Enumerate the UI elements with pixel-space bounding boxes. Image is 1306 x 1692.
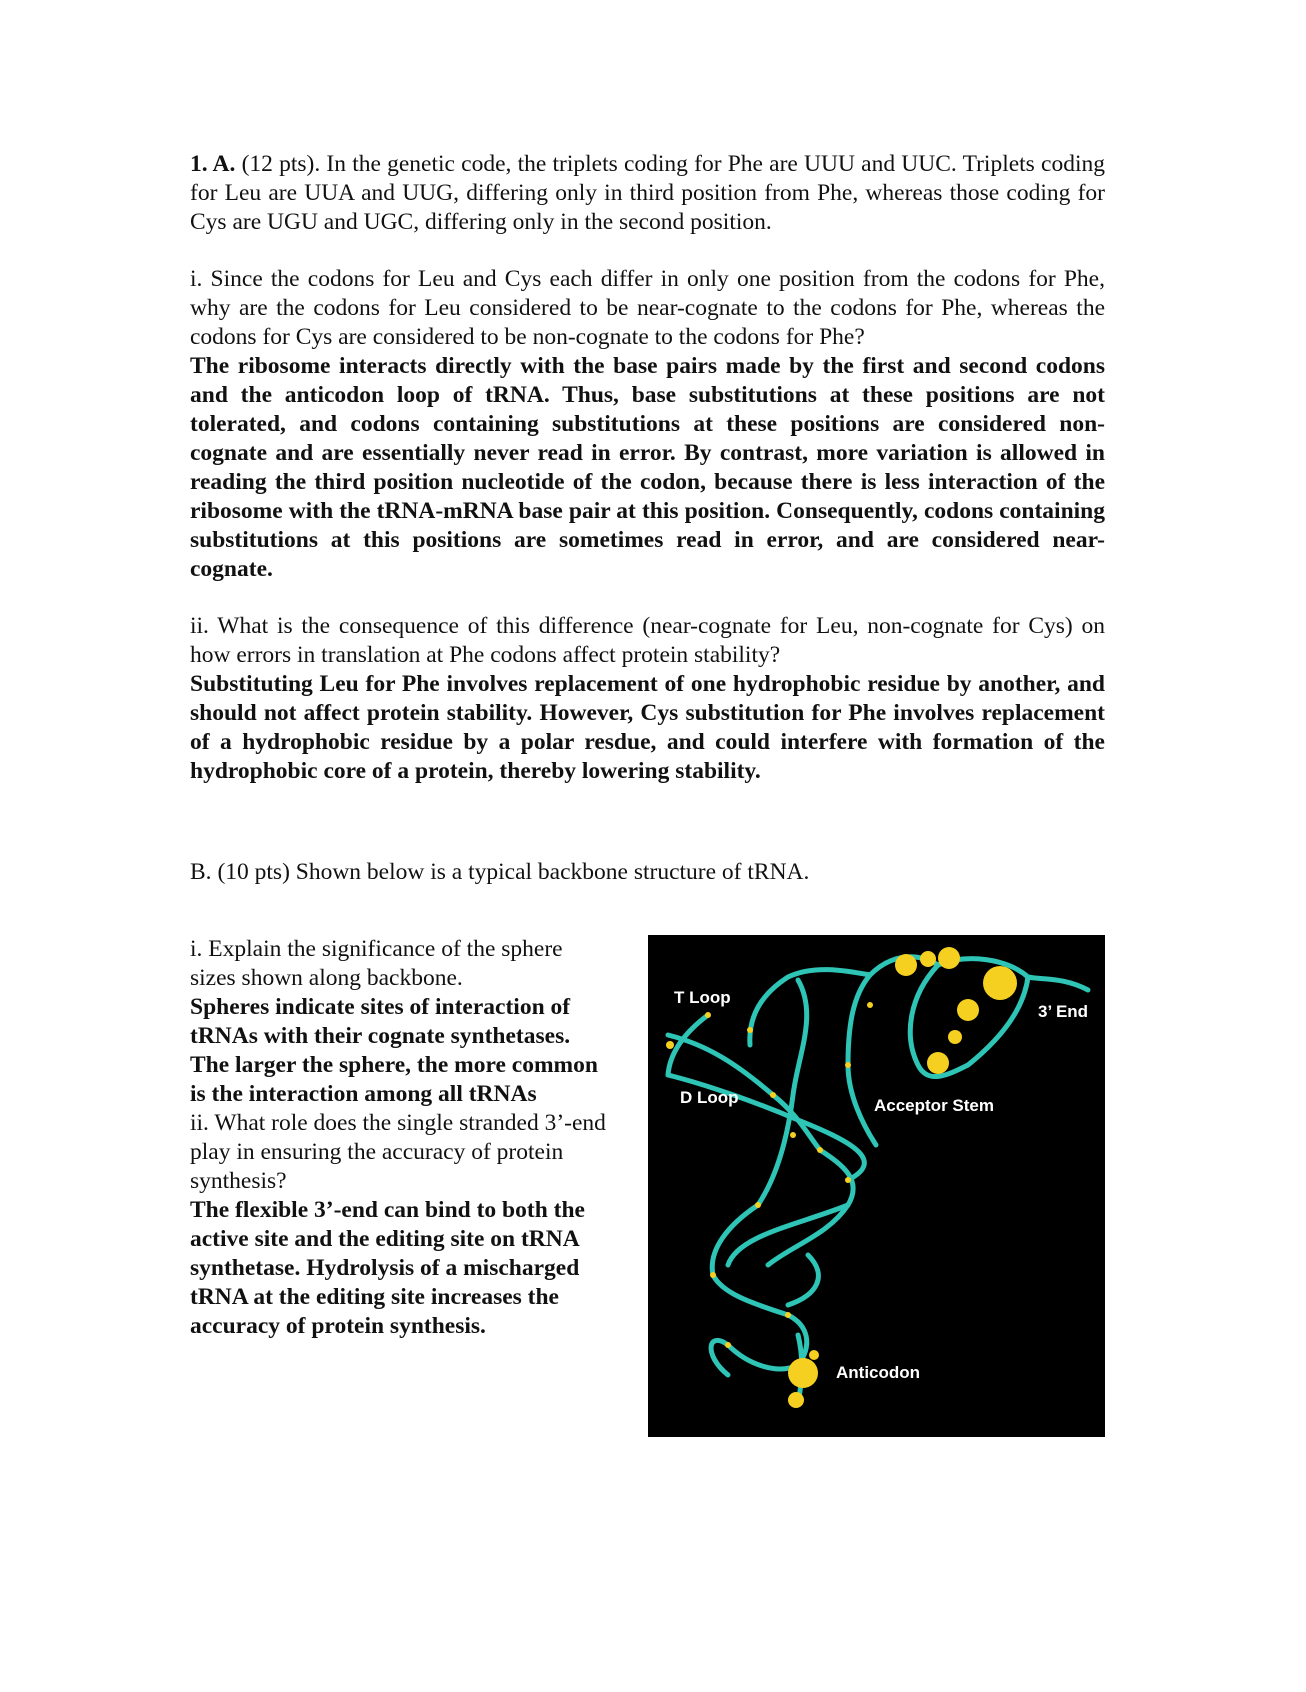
- sphere-large: [788, 1358, 818, 1388]
- q1b-i-question: i. Explain the significance of the sphere sizes shown along backbone.: [190, 936, 563, 991]
- sphere: [788, 1392, 804, 1408]
- q1b-ii-answer: The flexible 3’-end can bind to both the active site and the editing site on tRNA synthetase. Hydrolysis of a mischarged tRNA at the editing site increases the accuracy of protein synthesis.: [190, 1197, 585, 1339]
- sphere: [809, 1350, 819, 1360]
- sphere-small: [867, 1002, 873, 1008]
- sphere-small: [755, 1202, 761, 1208]
- sphere: [895, 954, 917, 976]
- q1a-intro: [190, 150, 1105, 237]
- sphere-small: [747, 1027, 753, 1033]
- trna-backbone-figure: [648, 935, 1105, 1437]
- label-3-end: 3’ End: [1038, 1002, 1089, 1021]
- q1a-ii-answer: Substituting Leu for Phe involves replacement of one hydrophobic residue by another, and should not affect protein stability. However, Cys substitution for Phe involves replacement of a hydrophobic residue by a polar resdue, and could interfere with formation of the hydrophobic core of a protein, thereby lowering stability.: [190, 671, 1105, 784]
- label-d-loop: D Loop: [680, 1088, 739, 1107]
- sphere-small: [710, 1272, 716, 1278]
- sphere-small: [666, 1041, 674, 1049]
- sphere-small: [725, 1342, 731, 1348]
- sphere: [957, 999, 979, 1021]
- q1a-i-answer: The ribosome interacts directly with the base pairs made by the first and second codons and the anticodon loop of tRNA. Thus, base substitutions at these positions are not tolerated, and codons containing substitutions at these positions are considered non-cognate and are essentially never read in error. By contrast, more variation is allowed in reading the third position nucleotide of the codon, because there is less interaction of the ribosome with the tRNA-mRNA base pair at this position. Consequently, codons containing substitutions at this positions are sometimes read in error, and are considered near-cognate.: [190, 353, 1105, 582]
- q1b-intro: (10 pts) Shown below is a typical backbone structure of tRNA.: [217, 859, 810, 885]
- q1b-text-column: [190, 935, 610, 1341]
- q1b-i-answer: Spheres indicate sites of interaction of tRNAs with their cognate synthetases. The larger the sphere, the more common is the interaction among all tRNAs: [190, 994, 598, 1107]
- sphere-small: [785, 1312, 791, 1318]
- sphere: [938, 947, 960, 969]
- trna-backbone-svg: [648, 935, 1105, 1437]
- q1a-i-question: i. Since the codons for Leu and Cys each differ in only one position from the codons for Phe, why are the codons for Leu considered to be near-cognate to the codons for Phe, whereas the codons for Cys are considered to be non-cognate to the codons for Phe?: [190, 266, 1105, 350]
- sphere: [927, 1052, 949, 1074]
- q1a-intro-text: (12 pts). In the genetic code, the triplets coding for Phe are UUU and UUC. Triplets coding for Leu are UUA and UUG, differing only in third position from Phe, whereas those coding for Cys are UGU and UGC, differing only in the second position.: [190, 151, 1105, 235]
- q1a-ii-question: ii. What is the consequence of this difference (near-cognate for Leu, non-cognate for Cys) on how errors in translation at Phe codons affect protein stability?: [190, 613, 1105, 668]
- sphere-small: [705, 1012, 711, 1018]
- label-anticodon: Anticodon: [836, 1363, 921, 1382]
- sphere: [948, 1030, 962, 1044]
- sphere-small: [770, 1092, 776, 1098]
- sphere-small: [845, 1177, 851, 1183]
- sphere-small: [817, 1147, 823, 1153]
- sphere-large: [983, 966, 1017, 1000]
- sphere-small: [790, 1132, 796, 1138]
- sphere: [920, 951, 936, 967]
- q1b-label: B.: [190, 859, 212, 885]
- question-1a: [190, 150, 1105, 786]
- q1a-label: 1. A.: [190, 151, 236, 177]
- label-acceptor-stem: Acceptor Stem: [874, 1096, 994, 1115]
- question-1b-heading: [190, 858, 1105, 887]
- sphere-small: [845, 1062, 851, 1068]
- q1b-ii-question: ii. What role does the single stranded 3’-end play in ensuring the accuracy of protein synthesis?: [190, 1110, 606, 1194]
- trna-backbone: [668, 957, 1088, 1405]
- label-t-loop: T Loop: [674, 988, 731, 1007]
